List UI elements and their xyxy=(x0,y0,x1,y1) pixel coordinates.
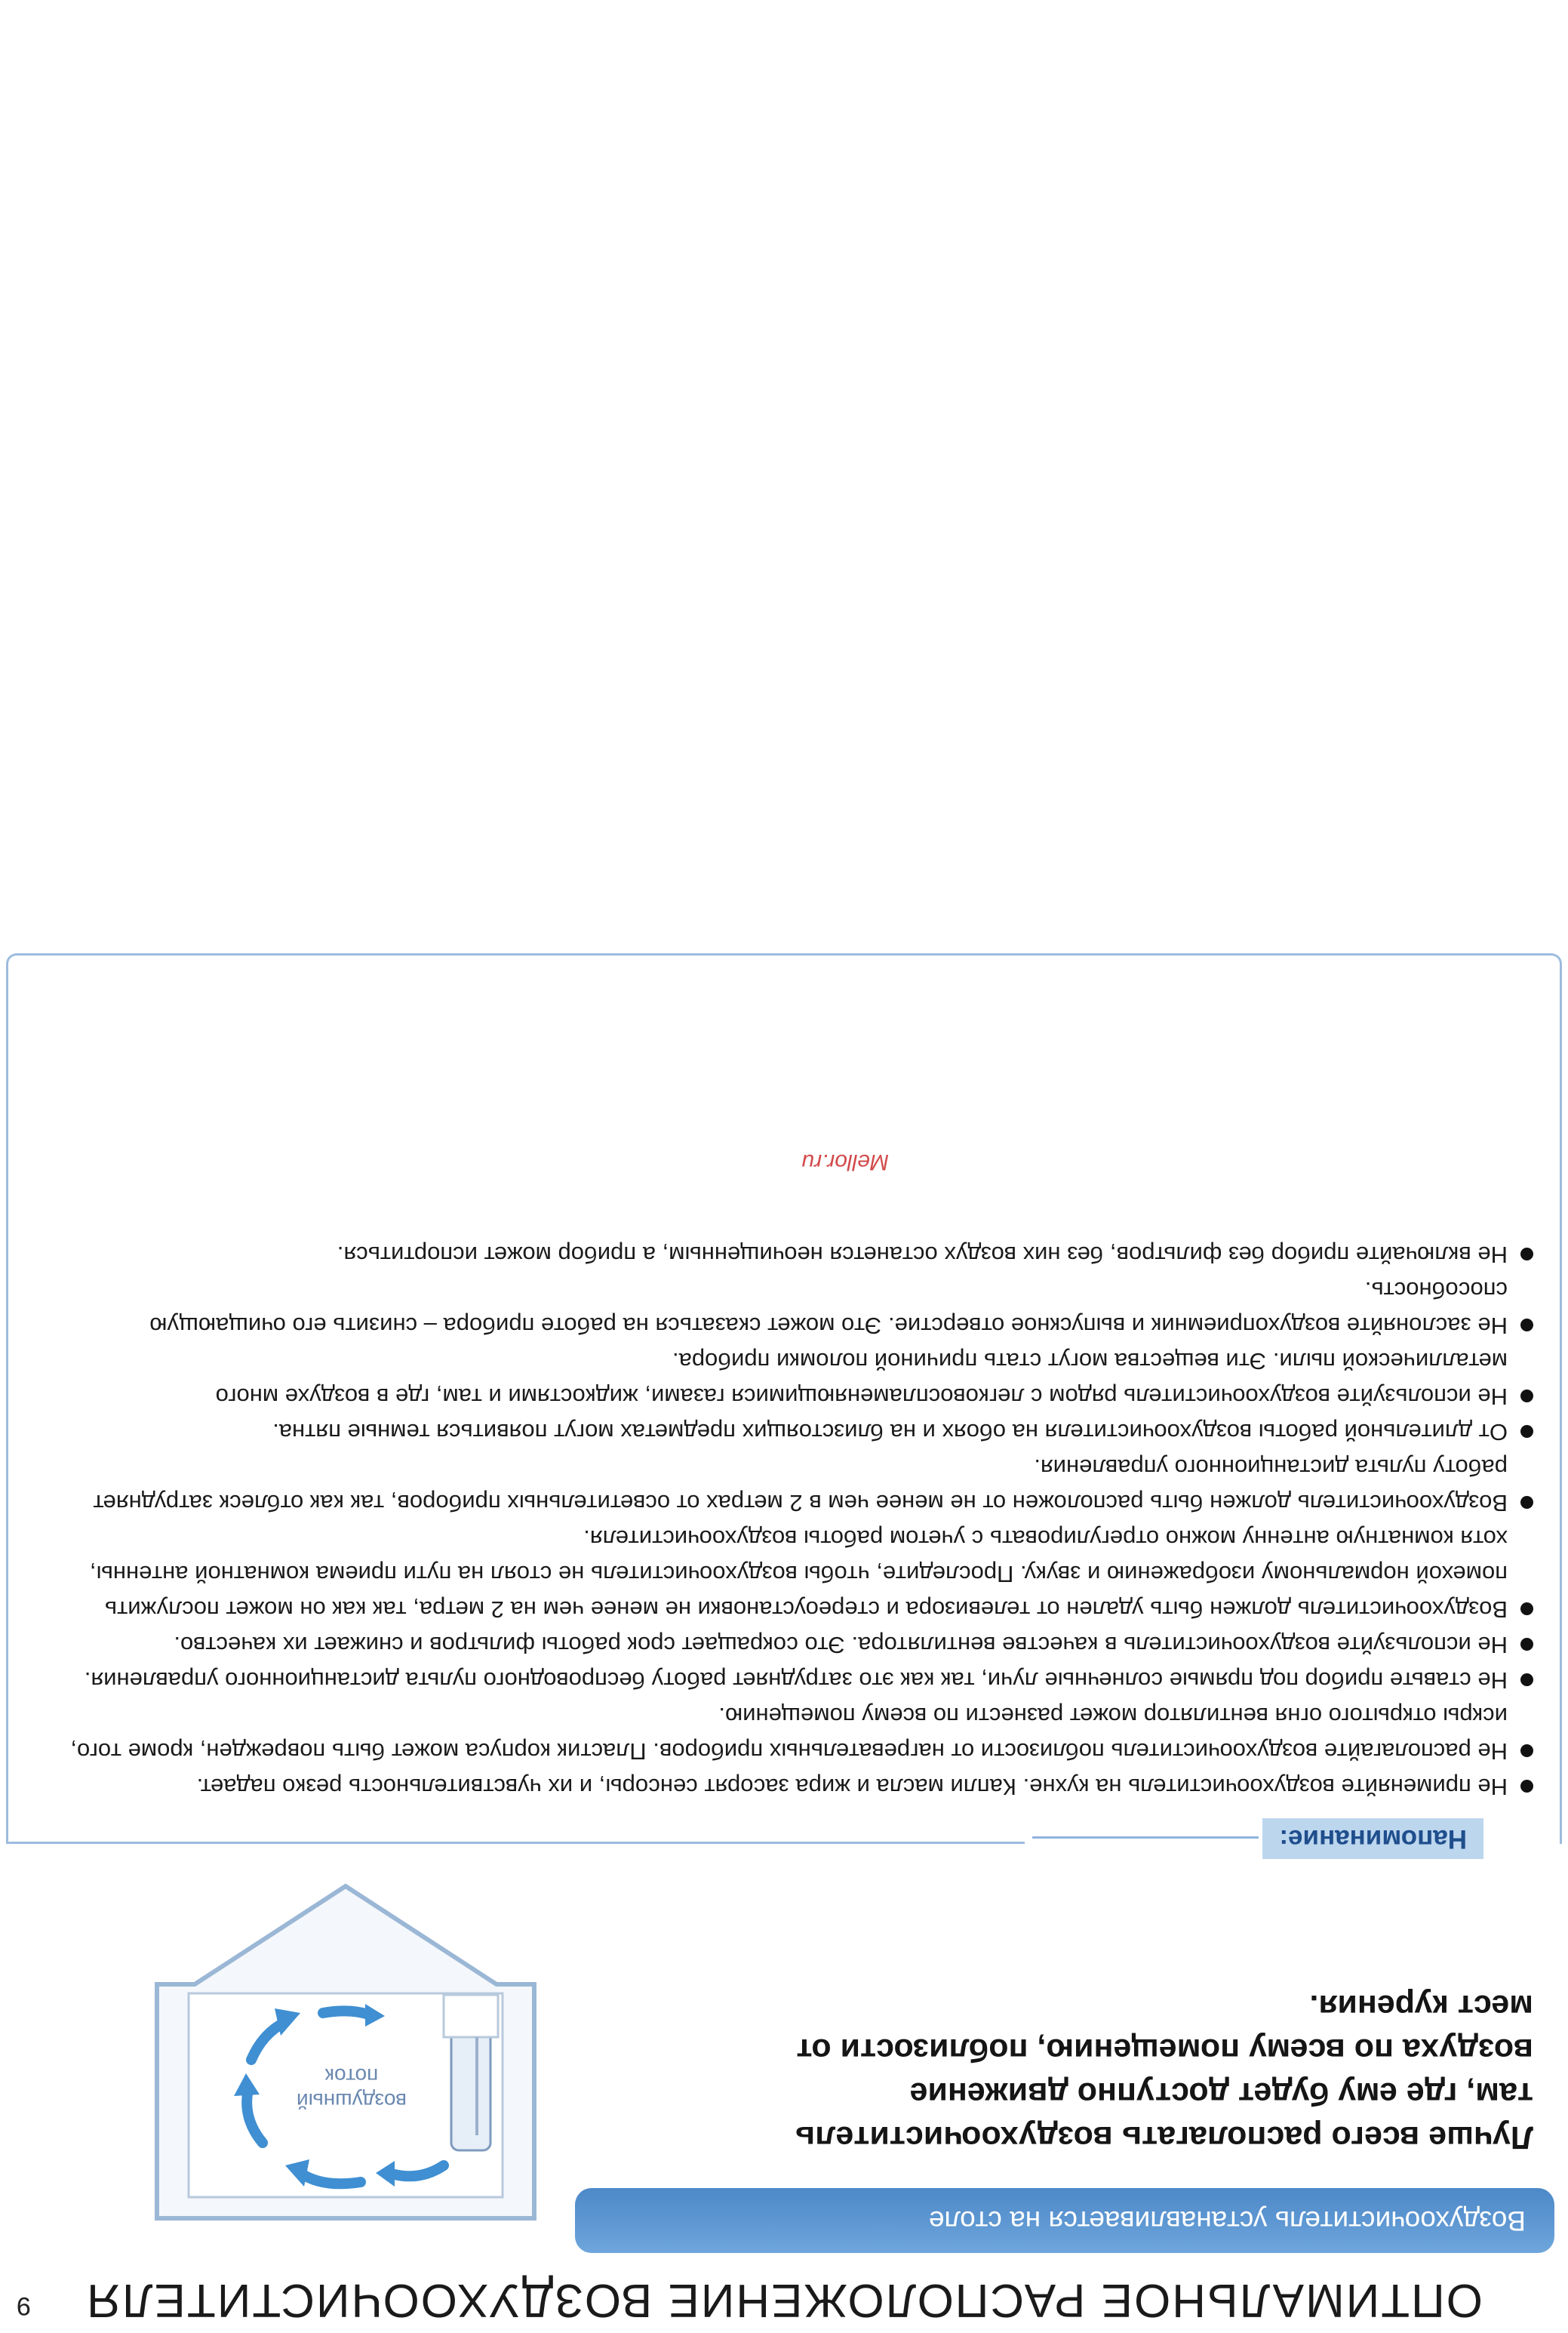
note-item: Не включайте прибор без фильтров, без них воздух останется неочищенным, а прибор может испортиться. xyxy=(54,1237,1533,1273)
airflow-caption-line1: воздушный xyxy=(296,2089,407,2113)
note-item: Воздухоочиститель должен быть расположен от не менее чем в 2 метрах от осветительных приборов, так как отблеск затрудняет работу пульта дистанционного управления. xyxy=(54,1450,1533,1521)
recommendation-text: Лучше всего располагать воздухоочиститель там, где ему будет доступно движение воздуха по всему помещению, поблизости от мест курения. xyxy=(795,1988,1533,2156)
note-item: Не располагайте воздухоочиститель поблизости от нагревательных приборов. Пластик корпуса может быть поврежден, кроме того, искры открытого огня вентилятор может разнести по всему помещению. xyxy=(54,1698,1533,1769)
note-item: Не заслоняйте воздухоприемник и выпускное отверстие. Это может сказаться на работе прибора – снизить его очищающую способность. xyxy=(54,1273,1533,1343)
purifier-unit-icon xyxy=(451,2022,490,2150)
airflow-caption-line2: поток xyxy=(324,2064,379,2088)
note-item: Не используйте воздухоочиститель рядом с легковоспламеняющимися газами, жидкостями и там, где в воздухе много металлической пыли. Эти вещества могут стать причиной поломки прибора. xyxy=(54,1343,1533,1414)
page-title: ОПТИМАЛЬНОЕ РАСПОЛОЖЕНИЕ ВОЗДУХООЧИСТИТЕЛЯ xyxy=(85,2274,1483,2326)
note-item: Воздухоочиститель должен быть удален от телевизора и стереоустановки не менее чем на 2 метра, так как он может послужить помехой нормальному изображению и звуку. Проследите, чтобы воздухоочиститель не стоял на пути приема комнатной антенны, хотя комнатную антенну можно отрегулировать с учетом работы воздухоочистителя. xyxy=(54,1521,1533,1627)
note-item: Не ставьте прибор под прямые солнечные лучи, так как это затрудняет работу беспроводного пульта дистанционного управления. xyxy=(54,1663,1533,1698)
airflow-diagram xyxy=(142,1871,549,2233)
notes-list xyxy=(54,1237,1533,1805)
flow-arrow-icon xyxy=(323,2011,368,2014)
purifier-stand-icon xyxy=(444,1995,498,2037)
note-item: От длительной работы воздухоочистителя на обоях и на близстоящих предметах могут появиться темные пятна. xyxy=(54,1414,1533,1450)
page-number: 9 xyxy=(17,2291,31,2320)
note-item: Не применяйте воздухоочиститель на кухне. Капли масла и жира засорят сенсоры, и их чувствительность резко падает. xyxy=(54,1769,1533,1805)
note-label-rule xyxy=(1032,1836,1259,1839)
note-label: Напоминание: xyxy=(1262,1818,1483,1859)
note-item: Не используйте воздухоочиститель в качестве вентилятора. Это сокращает срок работы фильтров и снижает их качество. xyxy=(54,1627,1533,1663)
placement-banner: Воздухоочиститель устанавливается на столе xyxy=(575,2188,1554,2253)
watermark: Mellor.ru xyxy=(801,1150,889,1174)
